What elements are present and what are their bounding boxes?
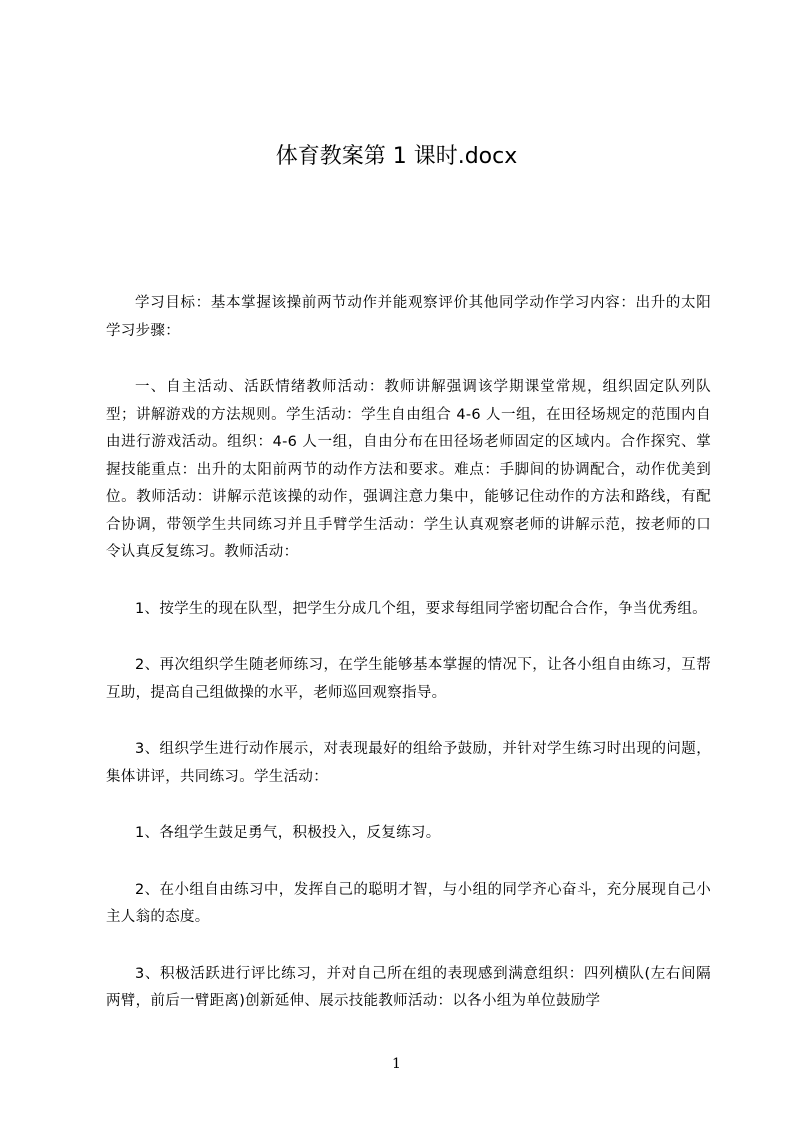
paragraph-student-3: 3、积极活跃进行评比练习，并对自己所在组的表现感到满意组织：四列横队(左右间隔两臂，前后一臂距离)创新延伸、展示技能教师活动：以各小组为单位鼓励学 [106, 965, 711, 1009]
paragraph-student-1: 1、各组学生鼓足勇气，积极投入，反复练习。 [135, 825, 441, 841]
paragraph-step-1-grouping: 1、按学生的现在队型，把学生分成几个组，要求每组同学密切配合合作，争当优秀组。 [135, 600, 707, 617]
page-number: 1 [392, 1056, 401, 1072]
document-title: 体育教案第 1 课时.docx [275, 144, 518, 169]
paragraph-learning-goals: 学习目标：基本掌握该操前两节动作并能观察评价其他同学动作学习内容：出升的太阳学习步骤： [106, 295, 711, 339]
paragraph-self-activity: 一、自主活动、活跃情绪教师活动：教师讲解强调该学期课堂常规，组织固定队列队型；讲解游戏的方法规则。学生活动：学生自由组合 4-6 人一组，在田径场规定的范围内自由进行游戏活动。组织：4-6 人一组，自由分布在田径场老师固定的区域内。合作探究、掌握技能重点：出升的太阳前两节的动作方法和要求。难点：手脚间的协调配合，动作优美到位。教师活动：讲解示范该操的动作，强调注意力集中，能够记住动作的方法和路线，有配合协调，带领学生共同练习并且手臂学生活动：学生认真观察老师的讲解示范，按老师的口令认真反复练习。教师活动： [106, 379, 711, 560]
document-body [106, 290, 711, 1045]
paragraph-student-2: 2、在小组自由练习中，发挥自己的聪明才智，与小组的同学齐心奋斗，充分展现自己小主人翁的态度。 [106, 881, 711, 925]
paragraph-step-2-practice: 2、再次组织学生随老师练习，在学生能够基本掌握的情况下，让各小组自由练习，互帮互助，提高自己组做操的水平，老师巡回观察指导。 [106, 657, 711, 701]
paragraph-step-3-showcase: 3、组织学生进行动作展示，对表现最好的组给予鼓励，并针对学生练习时出现的问题，集体讲评，共同练习。学生活动： [106, 741, 711, 785]
